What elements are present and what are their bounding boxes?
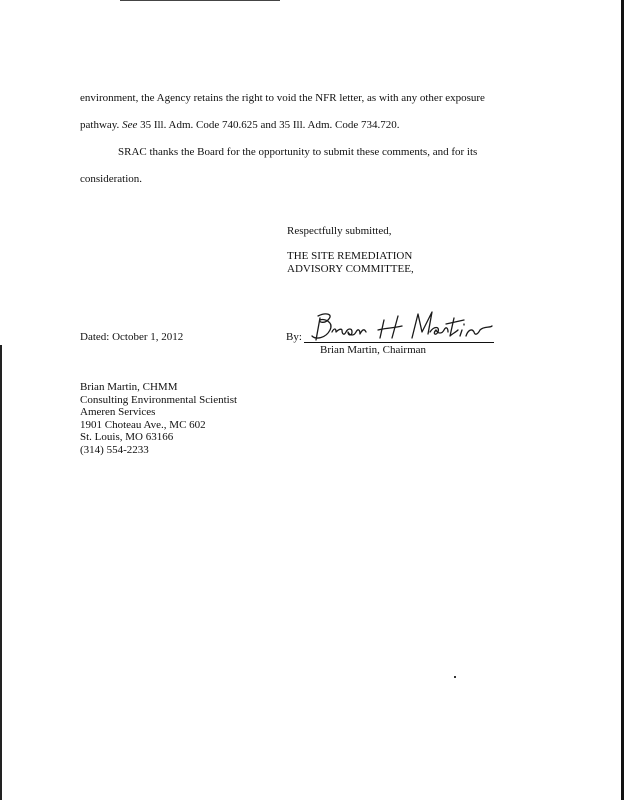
contact-block <box>80 381 237 456</box>
closing-salutation: Respectfully submitted, <box>287 225 392 237</box>
see-citation-signal: See <box>122 119 138 131</box>
organization-name-line-1: THE SITE REMEDIATION <box>287 250 413 262</box>
contact-name: Brian Martin, CHMM <box>80 381 178 393</box>
paragraph-1-line-2 <box>80 119 400 132</box>
paragraph-2-line-1: SRAC thanks the Board for the opportunity to submit these comments, and for its <box>118 146 478 158</box>
contact-city-state-zip: St. Louis, MO 63166 <box>80 431 174 443</box>
contact-title: Consulting Environmental Scientist <box>80 393 238 406</box>
signature-block <box>286 314 498 358</box>
organization-name-line-2: ADVISORY COMMITTEE, <box>287 263 414 275</box>
signer-name: Brian Martin, Chairman <box>320 344 427 356</box>
scan-artifact-dot <box>454 676 456 678</box>
scan-artifact-top <box>120 0 280 1</box>
contact-company: Ameren Services <box>80 406 156 418</box>
scan-artifact-left-edge <box>0 345 2 800</box>
by-label: By: <box>286 331 302 343</box>
dated-line: Dated: October 1, 2012 <box>80 331 184 343</box>
contact-street-address: 1901 Choteau Ave., MC 602 <box>80 418 206 431</box>
paragraph-2-line-2: consideration. <box>80 173 143 185</box>
paragraph-1-line-2-prefix: pathway. <box>80 119 123 131</box>
signature-line <box>304 342 494 343</box>
handwritten-signature <box>308 310 494 346</box>
contact-phone: (314) 554-2233 <box>80 443 149 456</box>
paragraph-1-line-2-citation: 35 Ill. Adm. Code 740.625 and 35 Ill. Adm. Code 734.720. <box>137 119 400 131</box>
paragraph-1-line-1: environment, the Agency retains the right to void the NFR letter, as with any other exposure <box>80 92 485 104</box>
